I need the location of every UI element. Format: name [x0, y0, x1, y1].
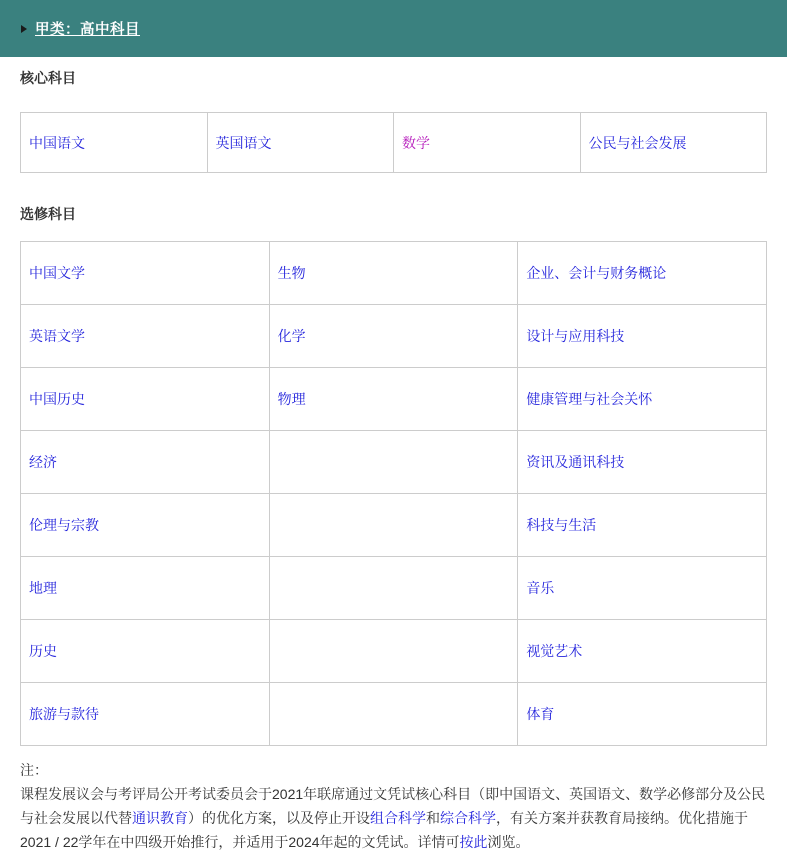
elective-subject-link-r8c1[interactable]: 旅游与款待 [29, 706, 99, 722]
elective-subject-cell [518, 368, 767, 431]
empty-cell [269, 557, 518, 620]
elective-subject-link-r5c3[interactable]: 科技与生活 [526, 517, 597, 533]
core-subject-cell [21, 113, 208, 173]
elective-subject-link-r4c3[interactable]: 资讯及通讯科技 [526, 454, 625, 470]
elective-subject-cell [518, 683, 767, 746]
note-text-segment: ）的优化方案，以及停止开设 [188, 810, 370, 826]
elective-subject-link-r3c3[interactable]: 健康管理与社会关怀 [526, 391, 653, 407]
elective-subject-cell [269, 242, 518, 305]
elective-subject-cell [518, 431, 767, 494]
elective-subject-cell [518, 242, 767, 305]
note-text-segment: 和 [426, 810, 440, 826]
elective-row [21, 305, 767, 368]
note-text-segment: 浏览。 [487, 834, 530, 850]
elective-subject-cell [269, 368, 518, 431]
footnote-label: 注： [20, 762, 48, 778]
elective-row [21, 368, 767, 431]
elective-subject-link-r7c3[interactable]: 视觉艺术 [526, 643, 583, 659]
main-content [0, 70, 787, 854]
right-triangle-icon [21, 25, 27, 33]
elective-row [21, 494, 767, 557]
elective-subject-cell [269, 305, 518, 368]
empty-cell [269, 431, 518, 494]
elective-subject-link-r3c2[interactable]: 物理 [277, 391, 306, 407]
elective-subject-cell [21, 368, 270, 431]
core-subjects-row [21, 113, 767, 173]
core-subject-cell [207, 113, 394, 173]
note-inline-link-8[interactable]: 按此 [459, 834, 488, 850]
elective-subject-cell [21, 683, 270, 746]
note-inline-link-6[interactable]: 综合科学 [440, 810, 496, 826]
elective-subject-cell [518, 620, 767, 683]
elective-subject-link-r8c3[interactable]: 体育 [526, 706, 555, 722]
empty-cell [269, 620, 518, 683]
core-subject-link-4[interactable]: 公民与社会发展 [588, 134, 687, 151]
category-header-bar [0, 0, 787, 57]
empty-cell [269, 683, 518, 746]
elective-subject-link-r3c1[interactable]: 中国历史 [29, 391, 85, 407]
core-subject-link-1[interactable]: 中国语文 [29, 134, 85, 151]
elective-row [21, 431, 767, 494]
elective-subject-link-r6c3[interactable]: 音乐 [526, 580, 555, 596]
elective-subjects-heading: 选修科目 [20, 206, 76, 222]
note-inline-link-2[interactable]: 通识教育 [132, 810, 188, 826]
note-text-segment: 课程发展议会与考评局公开考试委员会于2021年联席通过文凭试核心科目（即中国语文、英国语文、数学必修部分及公民与社会发展以代替 [20, 786, 766, 826]
footnote [20, 758, 767, 854]
elective-subject-cell [518, 494, 767, 557]
note-inline-link-4[interactable]: 组合科学 [370, 810, 426, 826]
core-subject-cell [394, 113, 581, 173]
elective-subject-link-r2c1[interactable]: 英语文学 [29, 328, 85, 344]
elective-row [21, 242, 767, 305]
category-a-senior-secondary-link[interactable]: 甲类：高中科目 [35, 22, 140, 38]
elective-subject-link-r2c3[interactable]: 设计与应用科技 [526, 328, 625, 344]
core-subjects-table [20, 112, 767, 173]
elective-subject-link-r1c3[interactable]: 企业、会计与财务概论 [526, 265, 667, 281]
elective-subject-cell [518, 557, 767, 620]
note-text-segment: ，有关方案并获教育局接纳。优化措施于2021 / 22学年在中四级开始推行，并适用于2024年起的文凭试。详情可 [20, 810, 748, 850]
elective-row [21, 620, 767, 683]
elective-subject-link-r6c1[interactable]: 地理 [29, 580, 57, 596]
elective-subject-link-r7c1[interactable]: 历史 [29, 643, 57, 659]
elective-subject-cell [21, 431, 270, 494]
footnote-text [20, 782, 767, 854]
elective-subject-cell [21, 620, 270, 683]
elective-row [21, 557, 767, 620]
elective-subject-link-r1c1[interactable]: 中国文学 [29, 265, 85, 281]
elective-subject-link-r5c1[interactable]: 伦理与宗教 [29, 517, 99, 533]
elective-row [21, 683, 767, 746]
elective-subject-link-r4c1[interactable]: 经济 [29, 454, 57, 470]
elective-subject-cell [21, 305, 270, 368]
elective-subject-link-r1c2[interactable]: 生物 [277, 265, 306, 281]
elective-subjects-table [20, 241, 767, 746]
core-subjects-heading: 核心科目 [20, 70, 76, 86]
core-subject-link-3[interactable]: 数学 [402, 134, 430, 151]
elective-subject-cell [21, 242, 270, 305]
elective-subject-cell [21, 557, 270, 620]
empty-cell [269, 494, 518, 557]
core-subject-cell [580, 113, 767, 173]
elective-subject-link-r2c2[interactable]: 化学 [277, 328, 306, 344]
core-subject-link-2[interactable]: 英国语文 [215, 134, 272, 151]
elective-subject-cell [518, 305, 767, 368]
elective-subject-cell [21, 494, 270, 557]
